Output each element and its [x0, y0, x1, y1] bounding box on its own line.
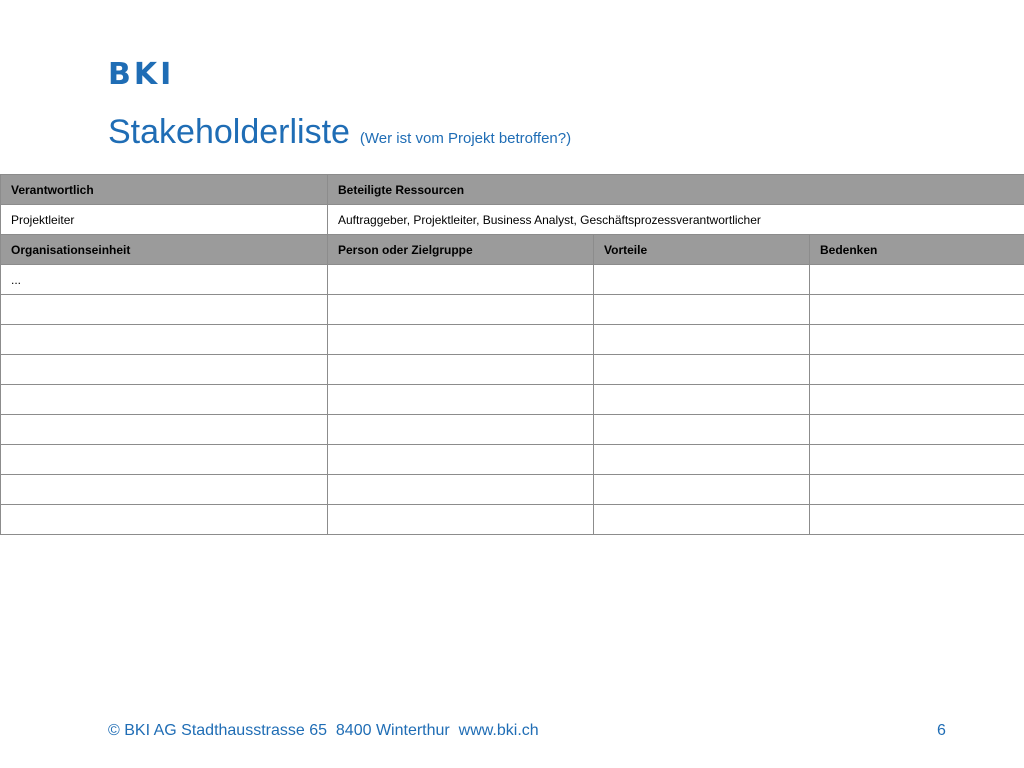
table-cell [594, 445, 810, 475]
table-row [1, 445, 1024, 475]
column-header: Organisationseinheit [1, 235, 328, 265]
table-cell [328, 415, 594, 445]
table-cell [328, 475, 594, 505]
section-header-row [1, 235, 1024, 265]
table-row [1, 475, 1024, 505]
stakeholder-table [0, 174, 1024, 535]
table-cell: Auftraggeber, Projektleiter, Business Analyst, Geschäftsprozessverantwortlicher [328, 205, 1024, 235]
title-row [108, 112, 571, 159]
table-cell [810, 475, 1024, 505]
table-cell [1, 415, 328, 445]
section-header-row [1, 175, 1024, 205]
table-cell [594, 295, 810, 325]
table-cell [810, 325, 1024, 355]
table-cell [810, 385, 1024, 415]
column-header: Verantwortlich [1, 175, 328, 205]
table-cell [1, 505, 328, 535]
table-cell [1, 355, 328, 385]
table-row [1, 355, 1024, 385]
bki-logo: BKI [108, 57, 175, 92]
table-cell [1, 475, 328, 505]
table-cell [328, 445, 594, 475]
table-cell [810, 265, 1024, 295]
page-subtitle: (Wer ist vom Projekt betroffen?) [359, 130, 572, 147]
table-cell [328, 385, 594, 415]
table-row [1, 325, 1024, 355]
table-cell [594, 415, 810, 445]
table-cell: ... [1, 265, 328, 295]
table-row [1, 295, 1024, 325]
table-row [1, 505, 1024, 535]
table-cell [594, 385, 810, 415]
table-cell [1, 385, 328, 415]
table-cell [328, 505, 594, 535]
table-row [1, 385, 1024, 415]
table-cell [1, 325, 328, 355]
table-cell [810, 295, 1024, 325]
stakeholder-table-body [1, 175, 1024, 535]
table-cell [594, 325, 810, 355]
table-cell [1, 445, 328, 475]
table-row [1, 205, 1024, 235]
table-row [1, 265, 1024, 295]
table-cell [328, 265, 594, 295]
table-cell [328, 295, 594, 325]
table-cell [1, 295, 328, 325]
table-cell [328, 325, 594, 355]
column-header: Vorteile [594, 235, 810, 265]
table-cell [810, 505, 1024, 535]
table-cell [594, 505, 810, 535]
table-cell [810, 415, 1024, 445]
table-row [1, 415, 1024, 445]
table-cell [810, 445, 1024, 475]
table-cell [328, 355, 594, 385]
column-header: Beteiligte Ressourcen [328, 175, 1024, 205]
table-cell [594, 355, 810, 385]
column-header: Bedenken [810, 235, 1024, 265]
footer-address: © BKI AG Stadthausstrasse 65 8400 Winterthur www.bki.ch [108, 722, 539, 739]
table-cell [810, 355, 1024, 385]
footer-page-number: 6 [937, 722, 946, 739]
table-cell: Projektleiter [1, 205, 328, 235]
column-header: Person oder Zielgruppe [328, 235, 594, 265]
table-cell [594, 265, 810, 295]
page-title: Stakeholderliste [108, 113, 350, 151]
table-cell [594, 475, 810, 505]
